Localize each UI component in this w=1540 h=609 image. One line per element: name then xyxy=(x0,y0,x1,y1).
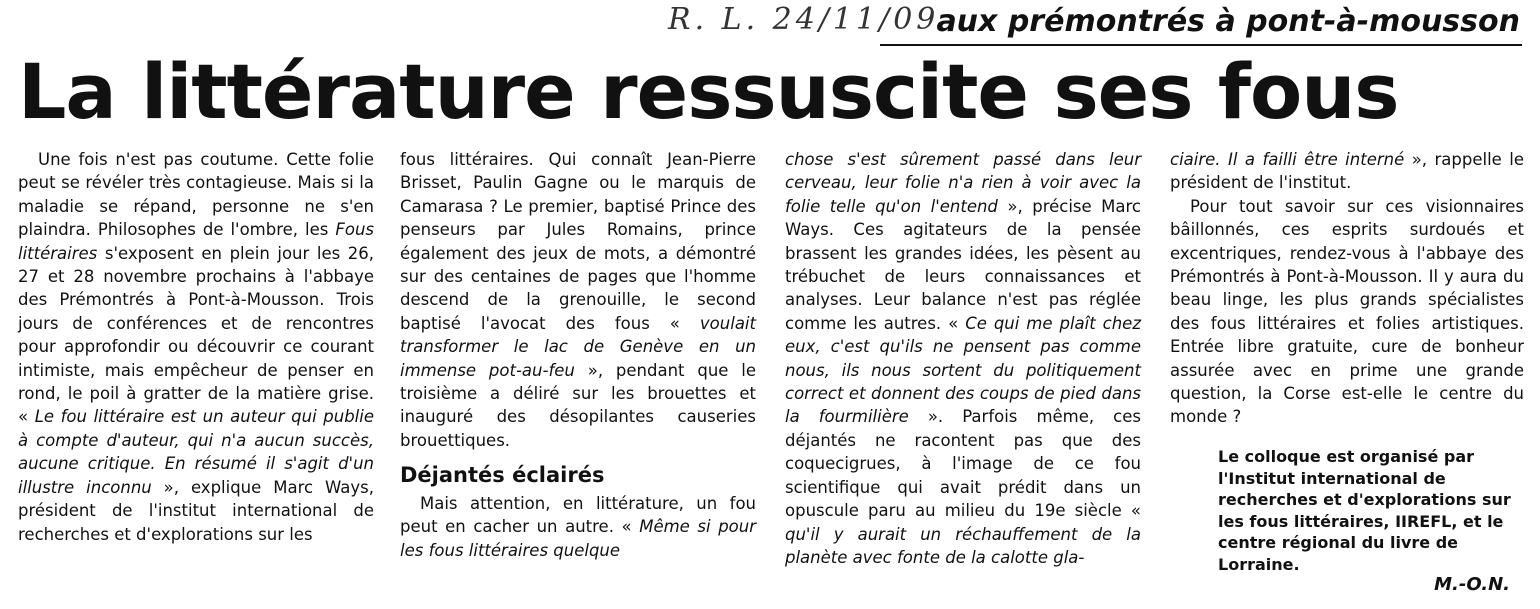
article-column-4 xyxy=(1170,148,1524,429)
paragraph: Pour tout savoir sur ces visionnaires bâillonnés, ces esprits surdoués et excentriques, rendez-vous à l'abbaye des Prémontrés à Pont-à-Mousson. Il y aura du beau linge, les plus grands spécialistes des fous littéraires et folies artistiques. Entrée libre gratuite, cure de bonheur assurée avec en prime une grande question, la Corse est-elle le centre du monde ? xyxy=(1170,196,1524,427)
paragraph: chose s'est sûrement passé dans leur cerveau, leur folie n'a rien à voir avec la folie telle qu'on l'entend », précise Marc Ways. Ces agitateurs de la pensée brassent les grandes idées, les pèsent au trébuchet de leurs connaissances et analyses. Leur balance n'est pas réglée comme les autres. « Ce qui me plaît chez eux, c'est qu'ils ne pensent pas comme nous, ils nous sortent du politiquement correct et donnent des coups de pied dans la fourmilière ». Parfois même, ces déjantés ne racontent pas que des coquecigrues, à l'image de ce fou scientifique qui avait prédit dans un opuscule paru au milieu du 19e siècle « qu'il y aurait un réchauffement de la planète avec fonte de la calotte gla- xyxy=(785,150,1141,567)
info-box: Le colloque est organisé par l'Institut international de recherches et d'explorations sur les fous littéraires, IIREFL, et le centre régional du livre de Lorraine. xyxy=(1218,447,1511,574)
paragraph: ciaire. Il a failli être interné », rappelle le président de l'institut. xyxy=(1170,150,1525,193)
section-kicker: aux prémontrés à pont-à-mousson xyxy=(936,4,1520,39)
author-signature: M.-O.N. xyxy=(1434,574,1510,595)
article-column-2 xyxy=(400,148,756,562)
article-column-3 xyxy=(785,148,1141,569)
section-subheading: Déjantés éclairés xyxy=(400,463,605,488)
paragraph: Mais attention, en littérature, un fou peut en cacher un autre. « Même si pour les fous littéraires quelque xyxy=(400,493,756,560)
handwritten-date: R. L. 24/11/09 xyxy=(668,2,940,37)
paragraph: Une fois n'est pas coutume. Cette folie peut se révéler très contagieuse. Mais si la maladie se répand, personne ne s'en plaindra. Philosophes de l'ombre, les Fous littéraires s'exposent en plein jour les 26, 27 et 28 novembre prochains à l'abbaye des Prémontrés à Pont-à-Mousson. Trois jours de conférences et de rencontres pour approfondir ou découvrir ce courant intimiste, mais empêcheur de penser en rond, le poil à gratter de la matière grise. « Le fou littéraire est un auteur qui publie à compte d'auteur, qui n'a aucun succès, aucune critique. En résumé il s'agit d'un illustre inconnu », explique Marc Ways, président de l'institut international de recherches et d'explorations sur les xyxy=(18,150,374,544)
article-headline: La littérature ressuscite ses fous xyxy=(18,47,1399,136)
article-column-1 xyxy=(18,148,374,546)
paragraph: fous littéraires. Qui connaît Jean-Pierre Brisset, Paulin Gagne ou le marquis de Camarasa ? Le premier, baptisé Prince des penseurs par Jules Romains, prince également des jeux de mots, a démontré sur des centaines de pages que l'homme descend de la grenouille, le second baptisé l'avocat des fous « voulait transformer le lac de Genève en un immense pot-au-feu », pendant que le troisième a déliré sur les brouettes et inauguré des désopilantes causeries brouettiques. xyxy=(400,150,757,450)
